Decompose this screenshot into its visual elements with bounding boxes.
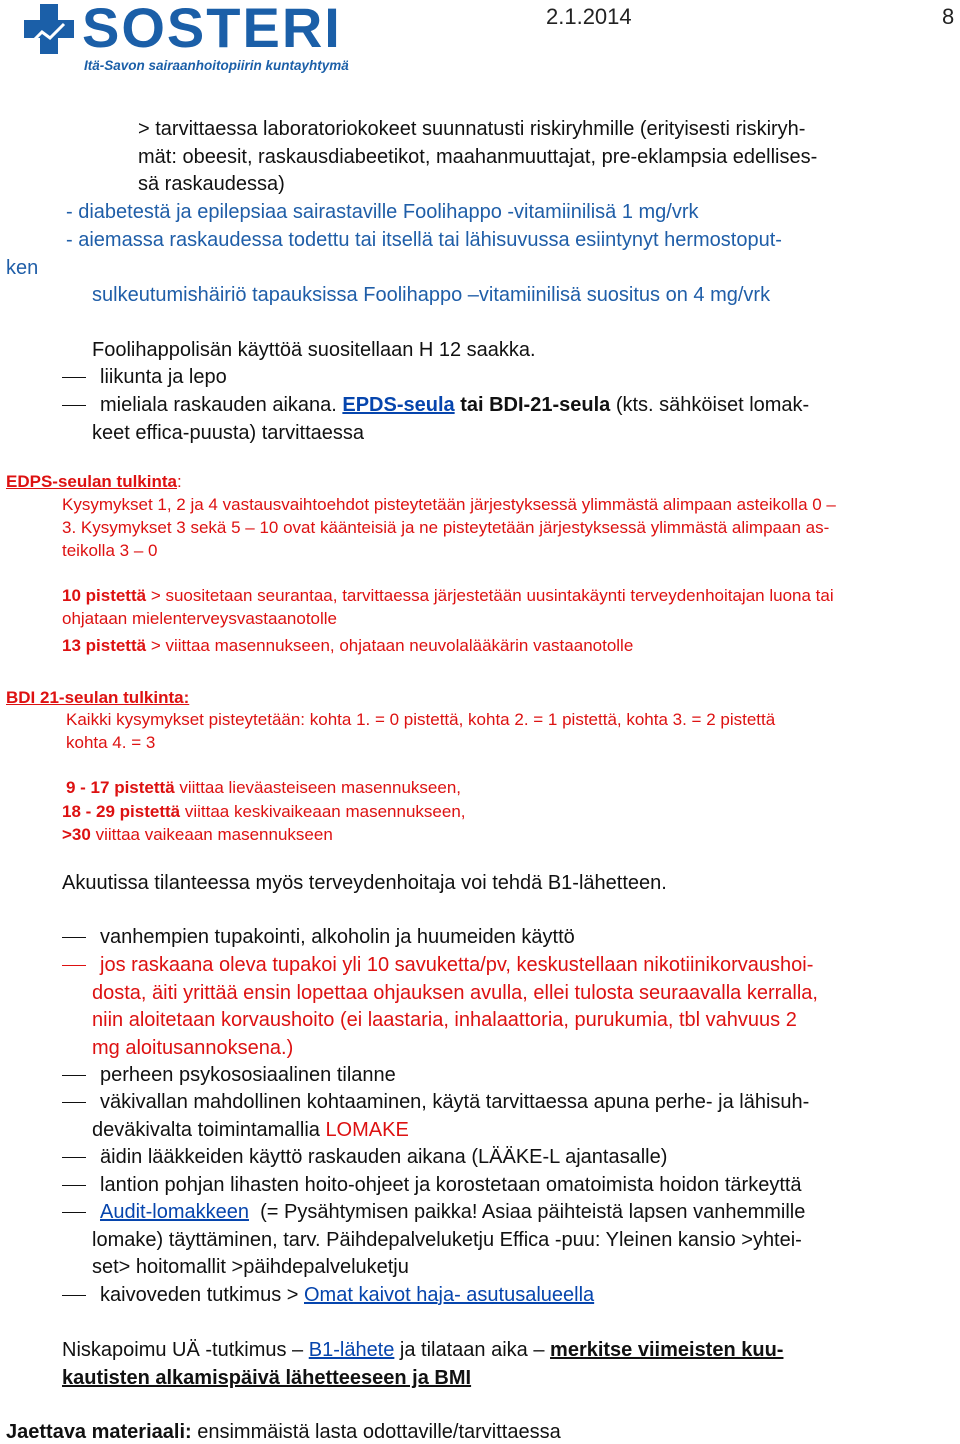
dash-bullet — [62, 405, 86, 407]
bullet-well-water: kaivoveden tutkimus > Omat kaivot haja- asutusalueella — [62, 1284, 594, 1307]
exercise-item: liikunta ja lepo — [62, 366, 227, 389]
dash-bullet — [62, 377, 86, 379]
folate-history-cont: sulkeutumishäiriö tapauksissa Foolihappo –vitamiinilisä suositus on 4 mg/vrk — [92, 284, 771, 306]
bullet-violence-line-2: deväkivalta toimintamallia LOMAKE — [92, 1119, 409, 1141]
header-date: 2.1.2014 — [546, 4, 632, 29]
dash-bullet — [62, 1102, 86, 1104]
folate-recommendation: Foolihappolisän käyttöä suositellaan H 12 saakka. — [92, 339, 536, 361]
distributed-material: Jaettava materiaali: ensimmäistä lasta odottaville/tarvittaessa — [6, 1421, 561, 1443]
edps-heading: EDPS-seulan tulkinta: — [6, 472, 182, 491]
bullet-audit: Audit-lomakkeen (= Pysähtymisen paikka! Asiaa päihteistä lapsen vanhemmille — [62, 1201, 805, 1224]
bullet-smoking-line-2: dosta, äiti yrittää ensin lopettaa ohjauksen avulla, ellei tulosta seuraavalla kerralla, — [92, 982, 818, 1004]
nuchal-scan-line: Niskapoimu UÄ -tutkimus – B1-lähete ja tilataan aika – merkitse viimeisten kuu- — [62, 1339, 784, 1361]
bdi-text-1: Kaikki kysymykset pisteytetään: kohta 1. = 0 pistettä, kohta 2. = 1 pistettä, kohta 3. = 2 pistettä — [66, 710, 776, 729]
nuchal-scan-line-2: kautisten alkamispäivä lähetteeseen ja BMI — [62, 1367, 472, 1389]
edps-10-points: 10 pistettä > suositetaan seurantaa, tarvittaessa järjestetään uusintakäynti terveydenhoitajan luona tai — [62, 586, 834, 605]
bdi-text-2: kohta 4. = 3 — [66, 733, 156, 752]
bullet-substance-use: vanhempien tupakointi, alkoholin ja huumeiden käyttö — [62, 926, 575, 949]
dash-bullet — [62, 1185, 86, 1187]
bullet-smoking-line-3: niin aloitetaan korvaushoito (ei laastaria, inhalaattoria, purukumia, tbl vahvuus 2 — [92, 1009, 797, 1031]
bullet-medication: äidin lääkkeiden käyttö raskauden aikana (LÄÄKE-L ajantasalle) — [62, 1146, 667, 1169]
edps-10-points-cont: ohjataan mielenterveysvastaanotolle — [62, 609, 338, 628]
well-water-link[interactable]: Omat kaivot haja- asutusalueella — [304, 1284, 595, 1306]
dash-bullet — [62, 965, 86, 967]
bdi-range-1: 9 - 17 pistettä viittaa lieväasteiseen masennukseen, — [66, 778, 461, 797]
bullet-pelvic-floor: lantion pohjan lihasten hoito-ohjeet ja korostetaan omatoimista hoidon tärkeyttä — [62, 1174, 802, 1197]
page-number: 8 — [942, 4, 955, 29]
mood-item-cont: keet effica-puusta) tarvittaessa — [92, 422, 364, 444]
bullet-smoking-line-4: mg aloitusannoksena.) — [92, 1037, 294, 1059]
edps-text-2: 3. Kysymykset 3 sekä 5 – 10 ovat käänteisiä ja ne pisteytetään järjestyksessä ylimmästä alimpaan as- — [62, 518, 830, 537]
folate-history-item: - aiemassa raskaudessa todettu tai itsellä tai lähisuvussa esiintynyt hermostoput- — [66, 229, 782, 251]
dash-bullet — [62, 937, 86, 939]
logo-subtitle: Itä-Savon sairaanhoitopiirin kuntayhtymä — [84, 58, 349, 73]
acute-referral-note: Akuutissa tilanteessa myös terveydenhoitaja voi tehdä B1-lähetteen. — [62, 872, 667, 894]
bullet-violence: väkivallan mahdollinen kohtaaminen, käytä tarvittaessa apuna perhe- ja lähisuh- — [62, 1091, 809, 1114]
bullet-psychosocial: perheen psykososiaalinen tilanne — [62, 1064, 396, 1087]
edps-text-1: Kysymykset 1, 2 ja 4 vastausvaihtoehdot pisteytetään järjestyksessä ylimmästä alimpaan asteikolla 0 – — [62, 495, 836, 514]
logo-text: SOSTERI — [82, 0, 342, 59]
edps-text-3: teikolla 3 – 0 — [62, 541, 158, 560]
bdi-range-3: >30 viittaa vaikeaan masennukseen — [62, 825, 333, 844]
bullet-audit-line-3: set> hoitomallit >päihdepalveluketju — [92, 1256, 409, 1278]
dash-bullet — [62, 1157, 86, 1159]
bullet-audit-line-2: lomake) täyttäminen, tarv. Päihdepalveluketju Effica -puu: Yleinen kansio >yhtei- — [92, 1229, 802, 1251]
audit-form-link[interactable]: Audit-lomakkeen — [100, 1201, 249, 1223]
bdi-heading: BDI 21-seulan tulkinta: — [6, 688, 190, 707]
lab-line-2: mät: obeesit, raskausdiabeetikot, maahanmuuttajat, pre-eklampsia edellises- — [138, 146, 818, 168]
lomake-text: LOMAKE — [325, 1119, 409, 1141]
folate-history-wrap: ken — [6, 257, 39, 279]
logo-cross-icon — [24, 4, 74, 54]
bdi-range-2: 18 - 29 pistettä viittaa keskivaikeaan masennukseen, — [62, 802, 466, 821]
lab-line-3: sä raskaudessa) — [138, 173, 285, 195]
b1-referral-link[interactable]: B1-lähete — [308, 1339, 395, 1361]
epds-link[interactable]: EPDS-seula — [342, 394, 455, 416]
lab-line-1: > tarvittaessa laboratoriokokeet suunnatusti riskiryhmille (erityisesti riskiryh- — [138, 118, 806, 140]
dash-bullet — [62, 1075, 86, 1077]
edps-13-points: 13 pistettä > viittaa masennukseen, ohjataan neuvolalääkärin vastaanotolle — [62, 636, 634, 655]
dash-bullet — [62, 1295, 86, 1297]
folate-diabetes-item: - diabetestä ja epilepsiaa sairastaville Foolihappo -vitamiinilisä 1 mg/vrk — [66, 201, 699, 223]
mood-item: mieliala raskauden aikana. EPDS-seula tai BDI-21-seula (kts. sähköiset lomak- — [62, 394, 809, 417]
dash-bullet — [62, 1212, 86, 1214]
bullet-smoking: jos raskaana oleva tupakoi yli 10 savuketta/pv, keskustellaan nikotiinikorvaushoi- — [62, 954, 813, 977]
